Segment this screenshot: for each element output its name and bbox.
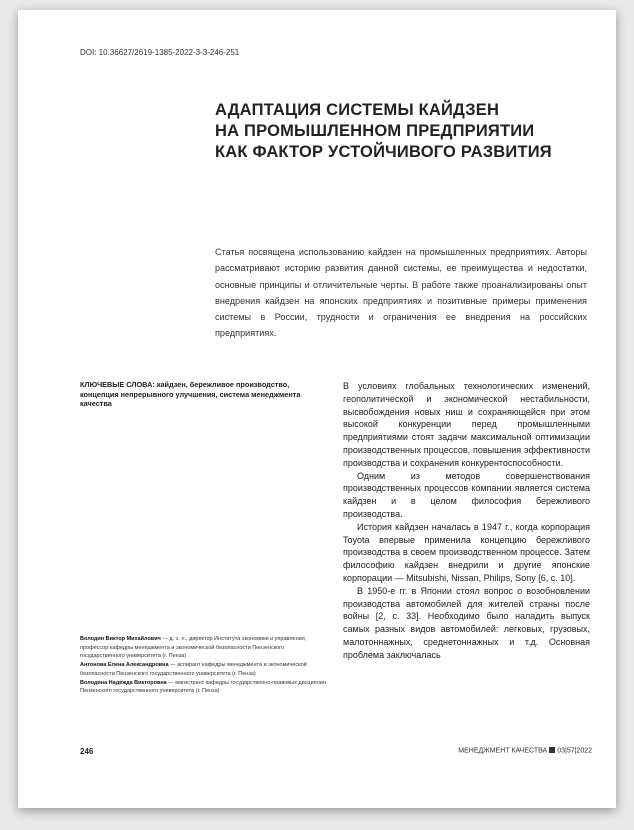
author-entry xyxy=(80,661,328,678)
body-paragraph: Одним из методов совершенствования производственных процессов компании является система кайдзен и в целом философия бережливого производства. xyxy=(343,470,590,519)
journal-page xyxy=(18,10,616,808)
article-title xyxy=(215,100,552,163)
title-line: КАК ФАКТОР УСТОЙЧИВОГО РАЗВИТИЯ xyxy=(215,143,552,161)
author-info xyxy=(80,635,328,696)
title-line: АДАПТАЦИЯ СИСТЕМЫ КАЙДЗЕН xyxy=(215,101,500,119)
author-name: Антонова Елена Александровна xyxy=(80,662,169,669)
title-line: НА ПРОМЫШЛЕННОМ ПРЕДПРИЯТИИ xyxy=(215,122,535,140)
body-paragraph: В условиях глобальных технологических изменений, геополитической и экономической нестабильности, высвобождения новых ниш и сохраняющейся при этом высокой конкуренции перед промышленными предприятиями стоят задачи максимальной оптимизации производственных процессов, повышения эффективности производства и сохранения конкурентоспособности. xyxy=(343,381,590,468)
author-description: — д. э. н., директор Института экономики и управления, профессор кафедры менеджмента и экономической безопасности Пензенского государственного университета (г. Пенза) xyxy=(80,636,307,660)
body-paragraph: В 1950-е гг. в Японии стоял вопрос о возобновлении производства автомобилей для жителей страны после войны [2, с. 33]. Необходимо было наладить выпуск самых разных видов автомобилей: легковых, грузовых, малотоннажных, среднетоннажных и т.д. Основная проблема заключалась xyxy=(343,585,590,660)
author-description: — магистрант кафедры государственно-правовых дисциплин Пензенского государственного университета (г. Пенза) xyxy=(80,679,326,695)
journal-footer xyxy=(458,747,592,755)
author-name: Володин Виктор Михайлович xyxy=(80,636,161,642)
author-description: — аспирант кафедры менеджмента и экономической безопасности Пензенского государственного университета (г. Пенза) xyxy=(80,662,307,677)
square-separator-icon xyxy=(549,747,555,753)
body-paragraph: История кайдзен началась в 1947 г., когда корпорация Toyota впервые применила концепцию бережливого производства в своем производственном процессе. Затем философию кайдзен внедрили и другие японские корпорации — Mitsubishi, Nissan, Philips, Sony [6, с. 10]. xyxy=(343,521,590,583)
abstract: Статья посвящена использованию кайдзен на промышленных предприятиях. Авторы рассматривают историю развития данной системы, ее преимущества и недостатки, основные принципы и отличительные черты. В работе также проанализированы опыт внедрения кайдзен на японских предприятиях и позитивные примеры применения системы в России, трудности и ограничения ее внедрения на российских предприятиях. xyxy=(215,247,587,339)
page-number: 246 xyxy=(80,747,94,756)
keywords: КЛЮЧЕВЫЕ СЛОВА: кайдзен, бережливое производство, концепция непрерывного улучшения, система менеджмента качества xyxy=(80,380,301,409)
issue-number: 03|57|2022 xyxy=(557,747,592,755)
doi-label: DOI: 10.36627/2619-1385-2022-3-3-246-251 xyxy=(80,48,240,57)
author-entry xyxy=(80,679,328,696)
author-entry xyxy=(80,635,328,661)
article-body xyxy=(343,380,590,662)
author-name: Володина Надежда Викторовна xyxy=(80,679,167,686)
journal-name: МЕНЕДЖМЕНТ КАЧЕСТВА xyxy=(458,747,548,755)
